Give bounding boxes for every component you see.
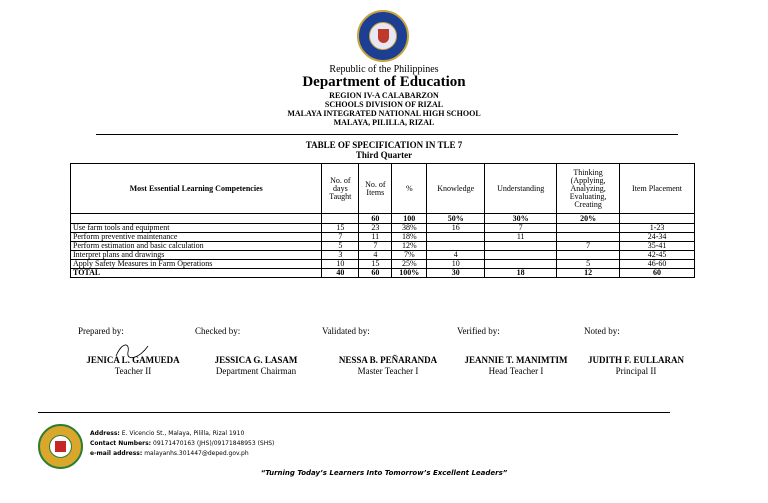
understanding-cell [485,242,557,251]
understanding-cell [485,251,557,260]
subheader-knowledge: 50% [427,214,485,224]
signatory-name: JEANNIE T. MANIMTIM [464,355,568,365]
total-understanding: 18 [485,269,557,278]
competency-cell: Perform preventive maintenance [71,233,322,242]
table-row [71,260,695,269]
thinking-cell [557,224,620,233]
header-percent: % [392,164,427,214]
header-placement: Item Placement [620,164,695,214]
header-knowledge: Knowledge [427,164,485,214]
understanding-cell: 7 [485,224,557,233]
placement-cell: 46-60 [620,260,695,269]
signatory-position: Principal II [615,366,657,376]
knowledge-cell: 10 [427,260,485,269]
signatory-position: Head Teacher I [488,366,544,376]
signatory-position: Teacher II [114,366,152,376]
percent-cell: 38% [392,224,427,233]
signatory-name: JESSICA G. LASAM [214,355,298,365]
percent-cell: 7% [392,251,427,260]
knowledge-cell [427,233,485,242]
signatory-position: Department Chairman [215,366,297,376]
footer-email [90,450,249,457]
days-cell: 5 [322,242,359,251]
subheader-blank [71,214,322,224]
email-value: malayanhs.301447@deped.gov.ph [144,450,249,457]
total-placement: 60 [620,269,695,278]
signatory-position: Master Teacher I [357,366,419,376]
prepared-by-label: Prepared by: [78,326,124,336]
thinking-cell: 7 [557,242,620,251]
total-row [71,269,695,278]
division-label: SCHOOLS DIVISION OF RIZAL [324,100,444,109]
address-label: Address: [90,430,120,437]
items-cell: 4 [359,251,392,260]
school-address: MALAYA, PILILLA, RIZAL [333,118,435,127]
email-label: e-mail address: [90,450,143,457]
subheader-blank [620,214,695,224]
total-label: TOTAL [71,269,322,278]
days-cell: 15 [322,224,359,233]
items-cell: 11 [359,233,392,242]
understanding-cell: 11 [485,233,557,242]
table-row [71,242,695,251]
subheader-items: 60 [359,214,392,224]
footer-contact [90,440,274,447]
header-thinking: Thinking (Applying, Analyzing, Evaluating, Creating [557,164,620,214]
contact-label: Contact Numbers: [90,440,152,447]
percent-cell: 25% [392,260,427,269]
checked-by-label: Checked by: [195,326,241,336]
school-motto: “Turning Today’s Learners Into Tomorrow’s Excellent Leaders” [260,469,508,477]
contact-value: 09171470163 (JHS)/09171848953 (SHS) [153,440,275,447]
verified-by-label: Verified by: [457,326,500,336]
total-days: 40 [322,269,359,278]
placement-cell: 35-41 [620,242,695,251]
total-percent: 100% [392,269,427,278]
signatory-name: JENICA L. GAMUEDA [86,355,180,365]
knowledge-cell: 4 [427,251,485,260]
footer-divider [38,412,670,413]
placement-cell: 42-45 [620,251,695,260]
items-cell: 7 [359,242,392,251]
header-understanding: Understanding [485,164,557,214]
competency-cell: Perform estimation and basic calculation [71,242,322,251]
knowledge-cell: 16 [427,224,485,233]
competency-cell: Interpret plans and drawings [71,251,322,260]
region-label: REGION IV-A CALABARZON [329,91,439,100]
header-divider [96,134,678,135]
items-cell: 23 [359,224,392,233]
specification-table [70,163,695,278]
header-competencies: Most Essential Learning Competencies [71,164,322,214]
percent-cell: 12% [392,242,427,251]
total-thinking: 12 [557,269,620,278]
header-items: No. of Items [359,164,392,214]
subheader-understanding: 30% [485,214,557,224]
signatory-name: JUDITH F. EULLARAN [588,355,684,365]
signatory-name: NESSA B. PEÑARANDA [338,355,438,365]
header-days: No. of days Taught [322,164,359,214]
thinking-cell: 5 [557,260,620,269]
school-logo [38,424,83,469]
address-value: E. Vicencio St., Malaya, Pililla, Rizal 1910 [121,430,245,437]
placement-cell: 24-34 [620,233,695,242]
total-items: 60 [359,269,392,278]
subheader-blank [322,214,359,224]
deped-seal-logo [357,10,409,62]
days-cell: 7 [322,233,359,242]
competency-cell: Apply Safety Measures in Farm Operations [71,260,322,269]
placement-cell: 1-23 [620,224,695,233]
days-cell: 10 [322,260,359,269]
footer-address [90,430,244,437]
subheader-percent: 100 [392,214,427,224]
competency-cell: Use farm tools and equipment [71,224,322,233]
total-knowledge: 30 [427,269,485,278]
republic-label: Republic of the Philippines [329,64,439,75]
validated-by-label: Validated by: [322,326,370,336]
items-cell: 15 [359,260,392,269]
quarter-label: Third Quarter [355,150,413,160]
noted-by-label: Noted by: [584,326,620,336]
percent-cell: 18% [392,233,427,242]
subheader-thinking: 20% [557,214,620,224]
school-name: MALAYA INTEGRATED NATIONAL HIGH SCHOOL [287,109,481,118]
document-title: TABLE OF SPECIFICATION IN TLE 7 [305,140,463,150]
department-title: Department of Education [302,74,466,90]
days-cell: 3 [322,251,359,260]
